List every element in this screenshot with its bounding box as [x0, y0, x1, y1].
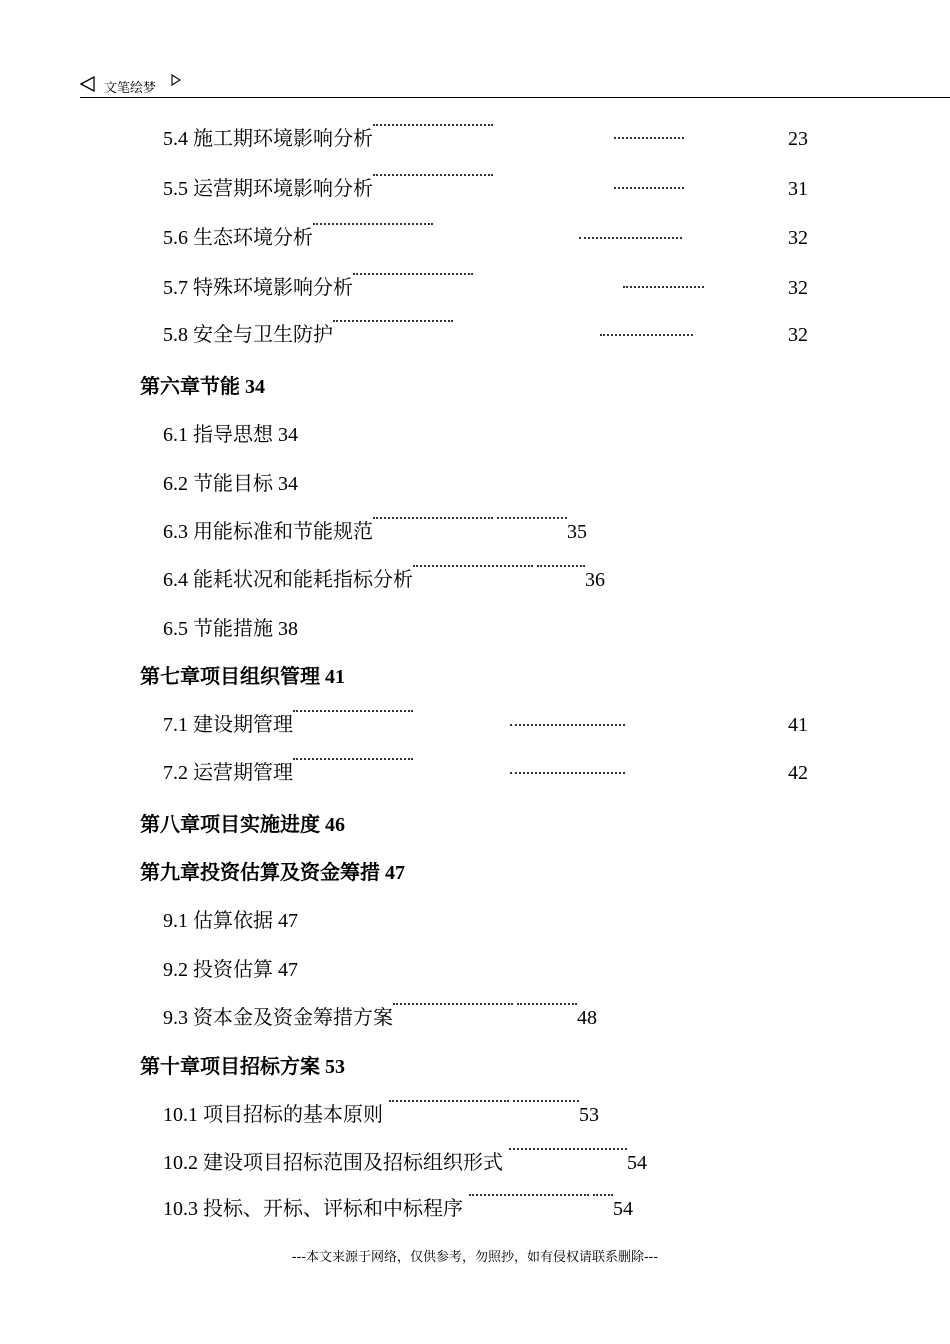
dot-leader: [293, 756, 413, 760]
toc-chapter-6[interactable]: 第六章节能 34: [140, 376, 265, 398]
toc-entry-9-2[interactable]: 9.2 投资估算 47: [163, 959, 298, 981]
dot-leader: [579, 237, 682, 239]
page-header: [80, 72, 950, 98]
toc-entry-9-1[interactable]: 9.1 估算依据 47: [163, 910, 298, 932]
dot-leader: [513, 1098, 579, 1102]
toc-entry-5-6[interactable]: [163, 223, 433, 253]
toc-page-number: 48: [577, 1007, 597, 1029]
toc-page-number: 54: [613, 1198, 633, 1220]
toc-entry-5-4[interactable]: [163, 124, 493, 154]
dot-leader: [517, 1001, 577, 1005]
header-divider: [80, 97, 950, 98]
toc-entry-7-1[interactable]: [163, 710, 413, 740]
toc-entry-10-1[interactable]: [163, 1100, 599, 1130]
dot-leader: [353, 271, 473, 275]
toc-entry-label: 5.7 特殊环境影响分析: [163, 277, 353, 299]
dot-leader: [313, 221, 433, 225]
dot-leader: [333, 318, 453, 322]
dot-leader: [623, 286, 704, 288]
toc-entry-6-3[interactable]: [163, 517, 587, 547]
toc-entry-10-2[interactable]: [163, 1148, 647, 1178]
dot-leader: [373, 122, 493, 126]
toc-entry-6-2[interactable]: 6.2 节能目标 34: [163, 473, 298, 495]
toc-entry-7-2[interactable]: [163, 758, 413, 788]
toc-entry-6-4[interactable]: [163, 565, 605, 595]
dot-leader: [373, 515, 493, 519]
dot-leader: [293, 708, 413, 712]
toc-entry-6-1[interactable]: 6.1 指导思想 34: [163, 424, 298, 446]
toc-chapter-8[interactable]: 第八章项目实施进度 46: [140, 814, 345, 836]
dot-leader: [393, 1001, 513, 1005]
dot-leader: [509, 1146, 627, 1150]
toc-page-number: 32: [788, 324, 808, 346]
dot-leader: [413, 563, 533, 567]
dot-leader: [497, 515, 567, 519]
toc-page-number: 32: [788, 227, 808, 249]
toc-entry-label: 6.3 用能标准和节能规范: [163, 521, 373, 543]
toc-entry-label: 7.1 建设期管理: [163, 714, 293, 736]
toc-page-number: 23: [788, 128, 808, 150]
toc-page-number: 36: [585, 569, 605, 591]
toc-entry-label: 10.1 项目招标的基本原则: [163, 1104, 383, 1126]
toc-entry-label: 5.4 施工期环境影响分析: [163, 128, 373, 150]
copyright-notice: ---本文来源于网络，仅供参考，勿照抄，如有侵权请联系删除---: [291, 1250, 659, 1265]
toc-chapter-7[interactable]: 第七章项目组织管理 41: [140, 666, 345, 688]
dot-leader: [600, 334, 693, 336]
toc-page-number: 31: [788, 178, 808, 200]
toc-page-number: 54: [627, 1152, 647, 1174]
toc-page-number: 32: [788, 277, 808, 299]
dot-leader: [389, 1098, 509, 1102]
toc-entry-label: 5.8 安全与卫生防护: [163, 324, 333, 346]
toc-entry-5-7[interactable]: [163, 273, 473, 303]
toc-page-number: 53: [579, 1104, 599, 1126]
triangle-right-icon: [171, 74, 181, 90]
toc-page-number: 41: [788, 714, 808, 736]
toc-page-number: 35: [567, 521, 587, 543]
triangle-left-icon: [80, 76, 96, 96]
toc-entry-label: 10.3 投标、开标、评标和中标程序: [163, 1198, 463, 1220]
toc-entry-label: 5.5 运营期环境影响分析: [163, 178, 373, 200]
dot-leader: [593, 1192, 613, 1196]
dot-leader: [469, 1192, 589, 1196]
header-title: 文笔绘梦: [104, 81, 157, 96]
toc-chapter-10[interactable]: 第十章项目招标方案 53: [140, 1056, 345, 1078]
toc-entry-5-5[interactable]: [163, 174, 493, 204]
toc-entry-10-3[interactable]: [163, 1194, 633, 1224]
toc-entry-6-5[interactable]: 6.5 节能措施 38: [163, 618, 298, 640]
dot-leader: [614, 137, 684, 139]
toc-entry-label: 5.6 生态环境分析: [163, 227, 313, 249]
dot-leader: [373, 172, 493, 176]
toc-entry-label: 7.2 运营期管理: [163, 762, 293, 784]
toc-entry-label: 10.2 建设项目招标范围及招标组织形式: [163, 1152, 503, 1174]
toc-entry-label: 6.4 能耗状况和能耗指标分析: [163, 569, 413, 591]
toc-entry-label: 9.3 资本金及资金筹措方案: [163, 1007, 393, 1029]
dot-leader: [537, 563, 585, 567]
dot-leader: [510, 724, 625, 726]
toc-chapter-9[interactable]: 第九章投资估算及资金筹措 47: [140, 862, 405, 884]
toc-page-number: 42: [788, 762, 808, 784]
toc-entry-9-3[interactable]: [163, 1003, 597, 1033]
dot-leader: [510, 772, 625, 774]
dot-leader: [614, 187, 684, 189]
toc-entry-5-8[interactable]: [163, 320, 453, 350]
